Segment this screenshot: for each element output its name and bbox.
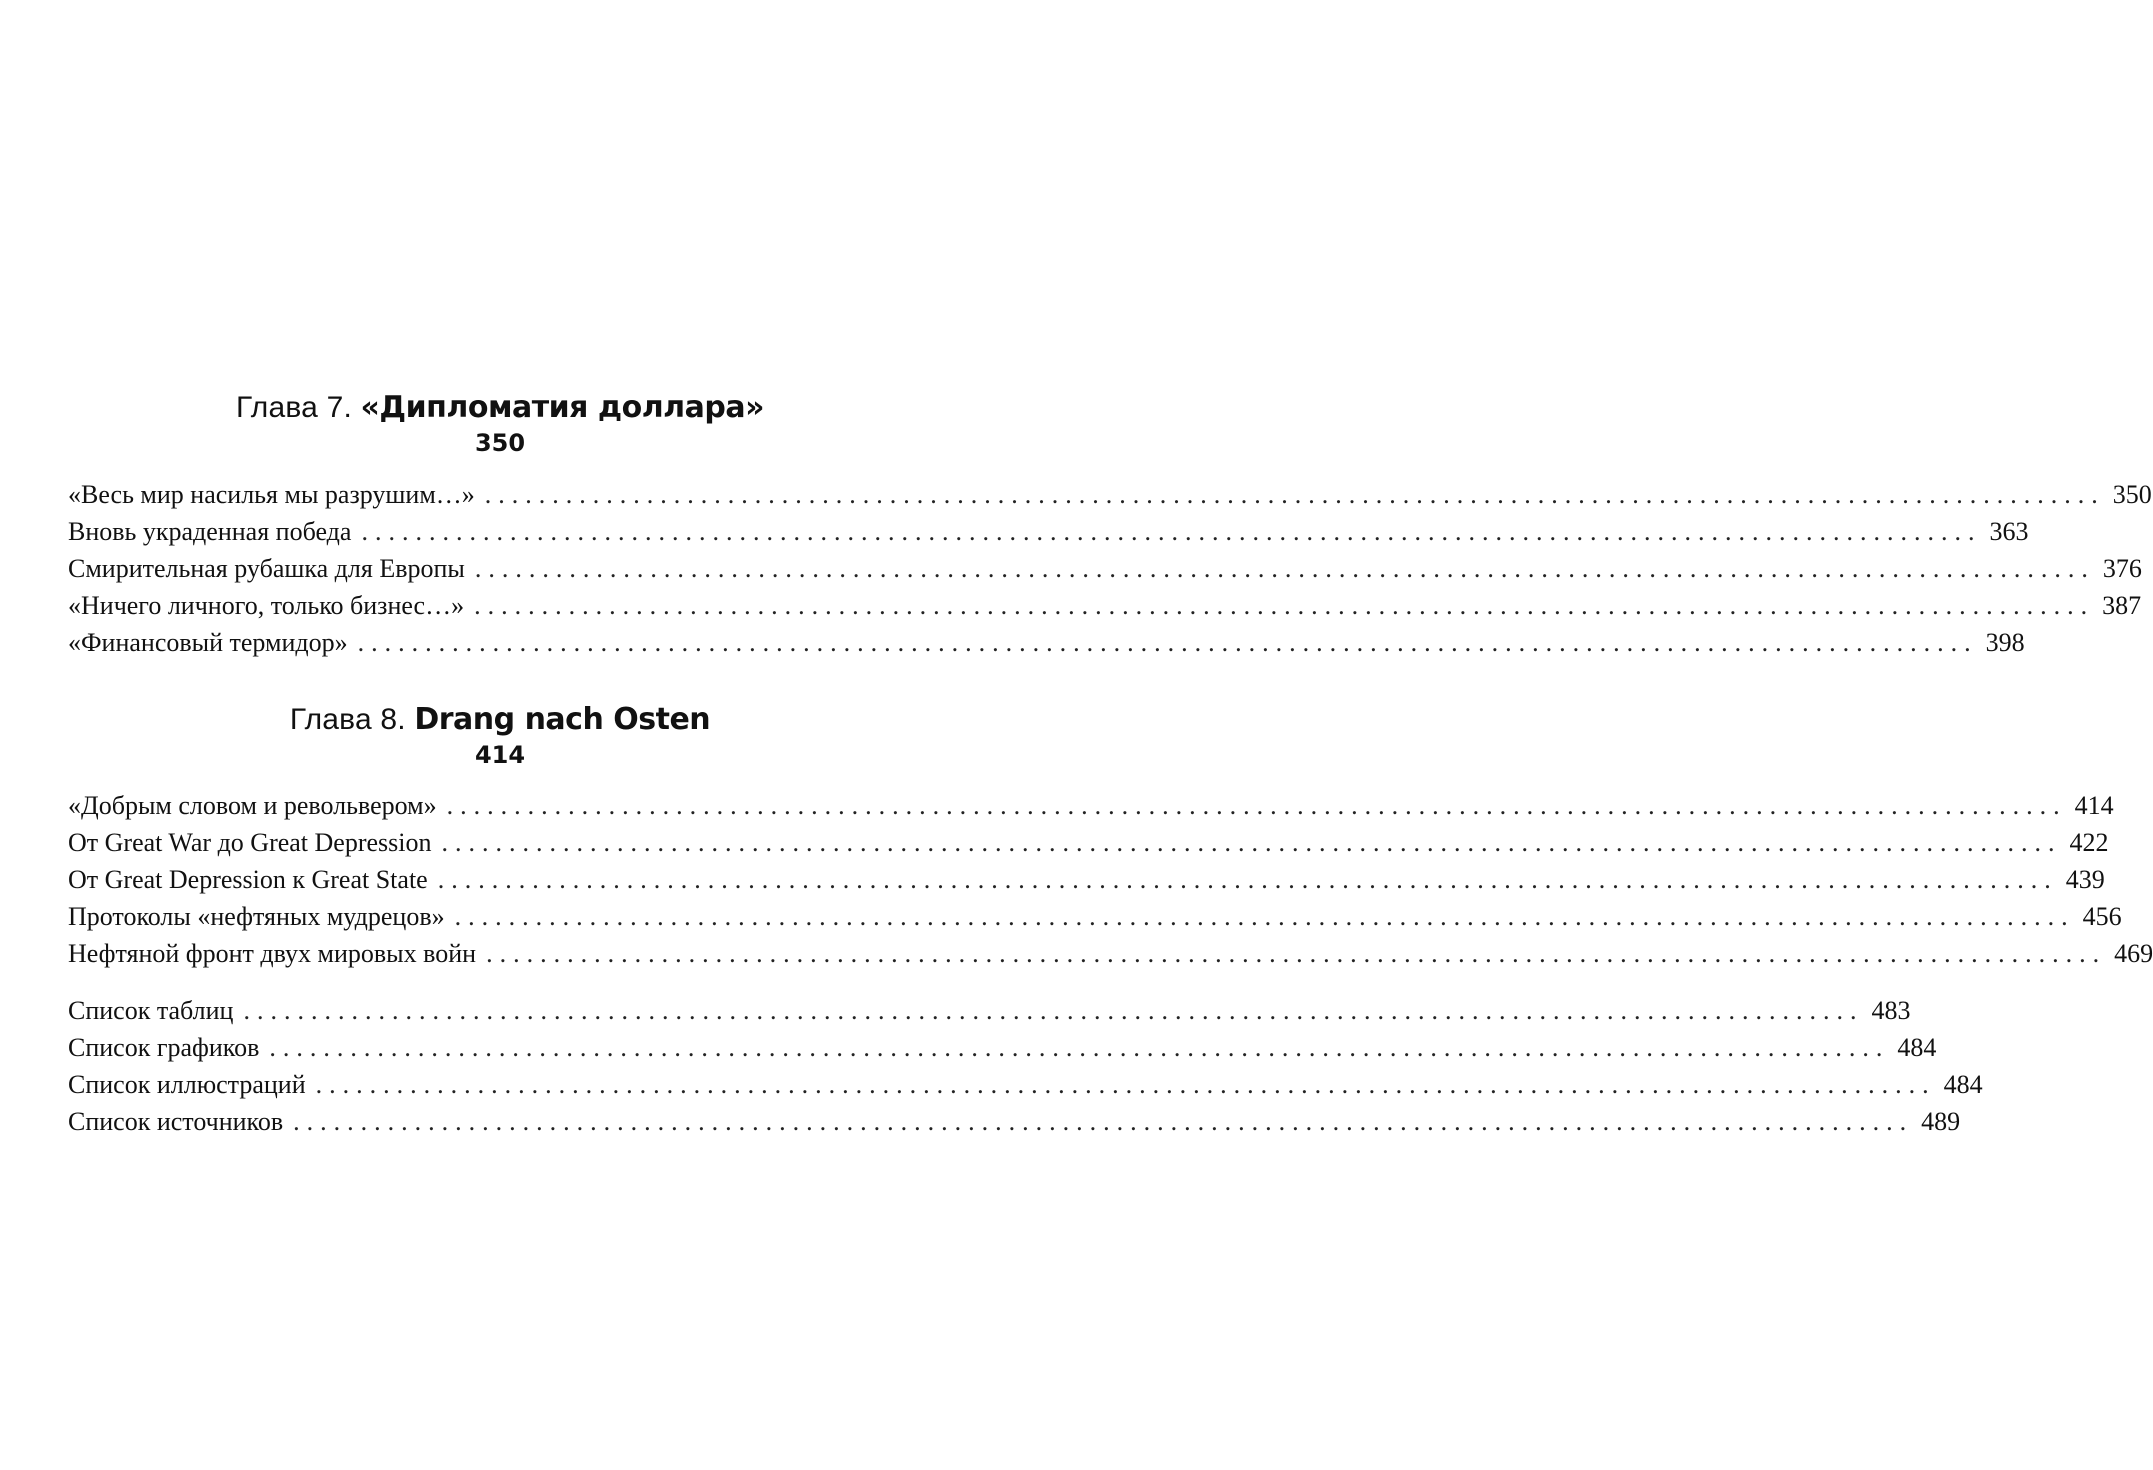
toc-entry-title: Смирительная рубашка для Европы bbox=[68, 554, 465, 583]
toc-entry-page: 484 bbox=[1897, 1033, 1937, 1062]
chapter-8-page: 414 bbox=[474, 741, 526, 769]
dot-leader: ........................................................................................................................ bbox=[437, 865, 2058, 894]
toc-entry bbox=[68, 898, 2122, 935]
toc-entry-page: 422 bbox=[2069, 828, 2109, 857]
toc-entry-title: От Great Depression к Great State bbox=[68, 865, 428, 894]
chapter-8-title-line bbox=[0, 702, 1000, 738]
toc-entry bbox=[68, 1103, 1961, 1140]
toc-entry-page: 350 bbox=[2112, 480, 2152, 509]
dot-leader: ........................................................................................................................ bbox=[357, 628, 1978, 657]
toc-entry-title: От Great War до Great Depression bbox=[68, 828, 432, 857]
toc-entry-title: Вновь украденная победа bbox=[68, 517, 352, 546]
dot-leader: ........................................................................................................................ bbox=[361, 517, 1982, 546]
dot-leader: ........................................................................................................................ bbox=[486, 939, 2107, 968]
toc-entry-title: Список иллюстраций bbox=[68, 1070, 306, 1099]
toc-entry-page: 484 bbox=[1943, 1070, 1983, 1099]
toc-entry-title: Список графиков bbox=[68, 1033, 260, 1062]
toc-entry-page: 483 bbox=[1871, 996, 1911, 1025]
toc-entry bbox=[68, 935, 2153, 972]
toc-entry bbox=[68, 624, 2025, 661]
dot-leader: ........................................................................................................................ bbox=[454, 902, 2075, 931]
chapter-8-heading bbox=[0, 702, 1000, 770]
chapter-8-entries bbox=[68, 787, 2153, 972]
toc-entry bbox=[68, 513, 2029, 550]
toc-entry-title: «Весь мир насилья мы разрушим…» bbox=[68, 480, 475, 509]
dot-leader: ........................................................................................................................ bbox=[474, 591, 2095, 620]
chapter-7-entries bbox=[68, 476, 2152, 661]
chapter-8-title: Drang nach Osten bbox=[414, 702, 711, 737]
dot-leader: ........................................................................................................................ bbox=[315, 1070, 1936, 1099]
toc-entry bbox=[68, 787, 2114, 824]
toc-entry-title: Протоколы «нефтяных мудрецов» bbox=[68, 902, 445, 931]
dot-leader: ........................................................................................................................ bbox=[474, 554, 2095, 583]
toc-entry-title: Список источников bbox=[68, 1107, 284, 1136]
chapter-7-title: «Дипломатия доллара» bbox=[360, 390, 764, 425]
toc-entry bbox=[68, 550, 2142, 587]
toc-entry-page: 414 bbox=[2074, 791, 2114, 820]
toc-entry-title: «Ничего личного, только бизнес…» bbox=[68, 591, 465, 620]
toc-entry-title: «Финансовый термидор» bbox=[68, 628, 348, 657]
toc-entry-page: 387 bbox=[2102, 591, 2142, 620]
dot-leader: ........................................................................................................................ bbox=[441, 828, 2062, 857]
dot-leader: ........................................................................................................................ bbox=[484, 480, 2105, 509]
toc-entry-title: «Добрым словом и револьвером» bbox=[68, 791, 437, 820]
toc-entry-page: 489 bbox=[1921, 1107, 1961, 1136]
chapter-7-label: Глава 7. bbox=[236, 391, 361, 424]
toc-entry bbox=[68, 992, 1911, 1029]
dot-leader: ........................................................................................................................ bbox=[293, 1107, 1914, 1136]
toc-entry-title: Нефтяной фронт двух мировых войн bbox=[68, 939, 477, 968]
chapter-7-heading bbox=[0, 390, 1000, 458]
dot-leader: ........................................................................................................................ bbox=[269, 1033, 1890, 1062]
chapter-8-label: Глава 8. bbox=[289, 703, 415, 736]
dot-leader: ........................................................................................................................ bbox=[243, 996, 1864, 1025]
toc-entry-page: 363 bbox=[1989, 517, 2029, 546]
toc-entry-page: 456 bbox=[2082, 902, 2122, 931]
dot-leader: ........................................................................................................................ bbox=[446, 791, 2067, 820]
toc-entry bbox=[68, 824, 2109, 861]
toc-entry bbox=[68, 1066, 1983, 1103]
toc-entry bbox=[68, 1029, 1937, 1066]
chapter-7-page: 350 bbox=[474, 429, 526, 457]
toc-entry-page: 398 bbox=[1985, 628, 2025, 657]
toc-entry-page: 376 bbox=[2102, 554, 2142, 583]
toc-entry bbox=[68, 476, 2152, 513]
toc-entry bbox=[68, 861, 2105, 898]
toc-entry bbox=[68, 587, 2142, 624]
toc-entry-page: 439 bbox=[2065, 865, 2105, 894]
toc-entry-page: 469 bbox=[2114, 939, 2153, 968]
chapter-7-title-line bbox=[0, 390, 1000, 426]
toc-entry-title: Список таблиц bbox=[68, 996, 234, 1025]
appendix-entries bbox=[68, 992, 1983, 1140]
